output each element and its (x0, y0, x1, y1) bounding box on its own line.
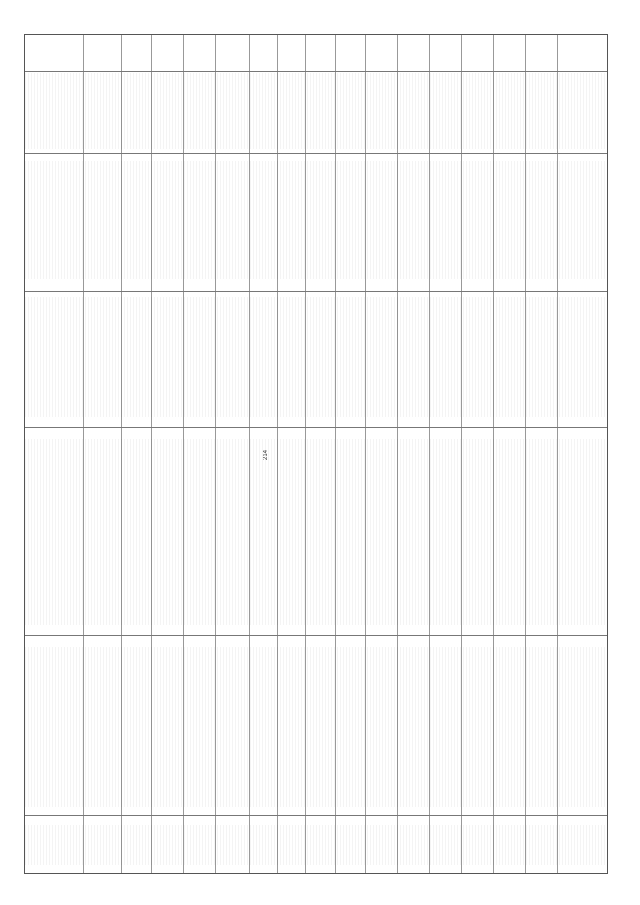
page-number: 214 (263, 450, 269, 461)
section-divider (25, 291, 607, 292)
table-row-group (25, 297, 607, 417)
table-cell-text-block (25, 161, 607, 279)
table-row-group (25, 161, 607, 279)
section-divider (25, 153, 607, 154)
header-divider (25, 71, 607, 72)
table-cell-text-block (25, 439, 607, 625)
section-divider (25, 635, 607, 636)
table-row-group (25, 825, 607, 865)
table-row-group (25, 647, 607, 807)
table-row-group (25, 439, 607, 625)
table-row-group (25, 73, 607, 149)
table-cell-text-block (25, 73, 607, 149)
section-divider (25, 815, 607, 816)
rotated-table (24, 34, 608, 874)
section-divider (25, 427, 607, 428)
table-cell-text-block (25, 297, 607, 417)
table-cell-text-block (25, 825, 607, 865)
table-cell-text-block (25, 647, 607, 807)
